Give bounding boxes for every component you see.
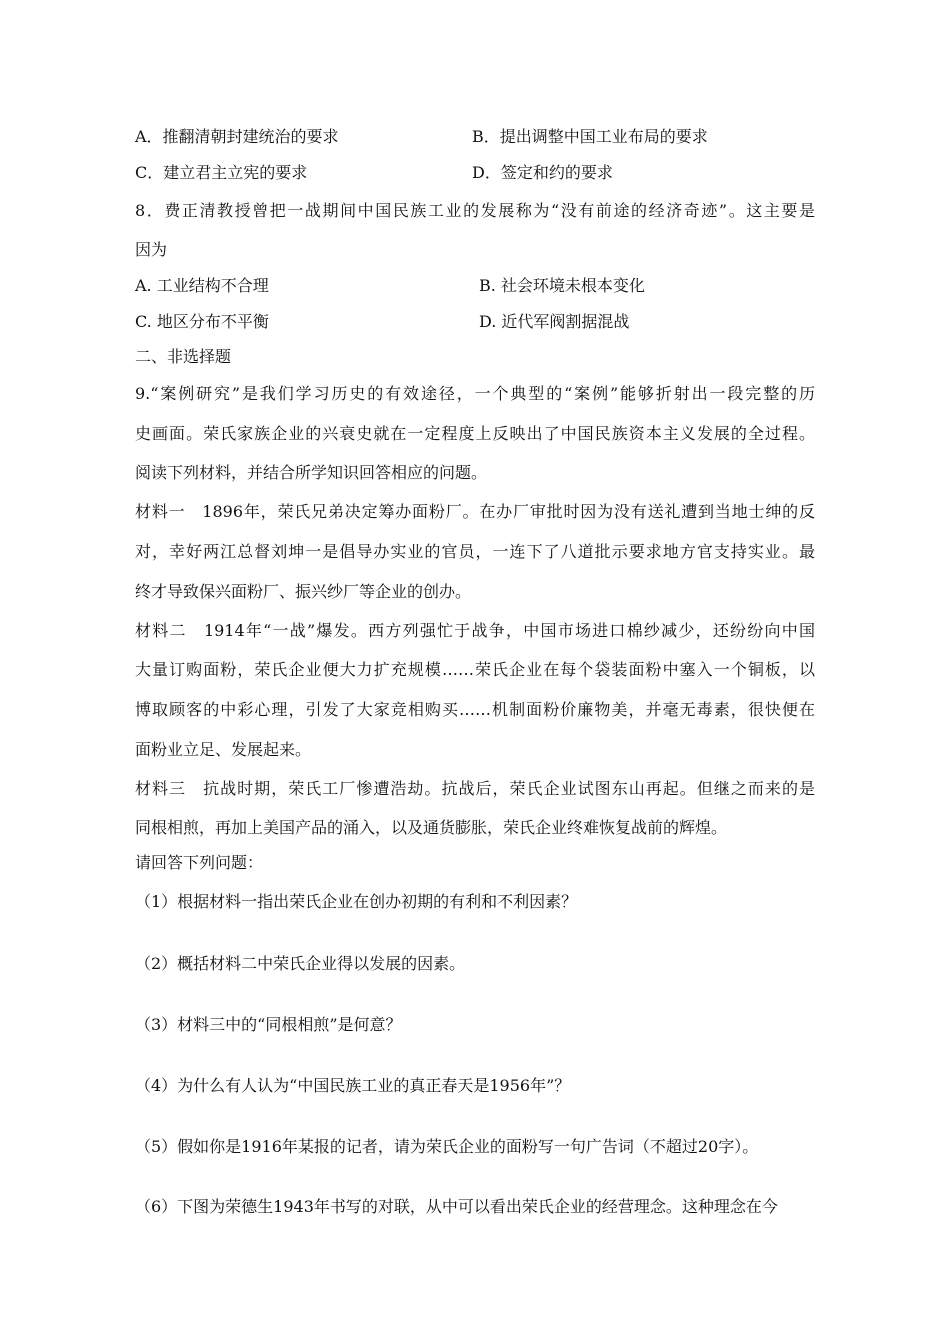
material-1-line-1: 材料一 1896年，荣氏兄弟决定筹办面粉厂。在办厂审批时因为没有送礼遭到当地士绅的反 xyxy=(135,502,815,521)
sub-question-4: （4）为什么有人认为“中国民族工业的真正春天是1956年”？ xyxy=(135,1076,571,1095)
q8-option-d: D. 近代军阀割据混战 xyxy=(479,312,630,331)
material-1-line-3: 终才导致保兴面粉厂、振兴纱厂等企业的创办。 xyxy=(135,582,472,601)
q7-option-a: A．推翻清朝封建统治的要求 xyxy=(135,127,339,146)
q8-stem-line-1: 8．费正清教授曾把一战期间中国民族工业的发展称为“没有前途的经济奇迹”。这主要是 xyxy=(135,201,815,220)
q8-option-a: A. 工业结构不合理 xyxy=(135,276,269,295)
sub-question-1: （1）根据材料一指出荣氏企业在创办初期的有利和不利因素？ xyxy=(135,892,578,911)
answer-prompt: 请回答下列问题： xyxy=(135,853,264,872)
material-3-line-1: 材料三 抗战时期，荣氏工厂惨遭浩劫。抗战后，荣氏企业试图东山再起。但继之而来的是 xyxy=(135,779,815,798)
material-2-line-1: 材料二 1914年“一战”爆发。西方列强忙于战争，中国市场进口棉纱减少，还纷纷向中国 xyxy=(135,621,815,640)
sub-question-6: （6）下图为荣德生1943年书写的对联，从中可以看出荣氏企业的经营理念。这种理念在今 xyxy=(135,1197,778,1216)
material-2-line-2: 大量订购面粉，荣氏企业便大力扩充规模……荣氏企业在每个袋装面粉中塞入一个铜板，以 xyxy=(135,660,815,679)
material-1-line-2: 对，幸好两江总督刘坤一是倡导办实业的官员，一连下了八道批示要求地方官支持实业。最 xyxy=(135,542,815,561)
q9-intro-line-1: 9.“案例研究”是我们学习历史的有效途径，一个典型的“案例”能够折射出一段完整的历 xyxy=(135,384,815,403)
q9-intro-line-2: 史画面。荣氏家族企业的兴衰史就在一定程度上反映出了中国民族资本主义发展的全过程。 xyxy=(135,424,815,443)
q8-stem-line-2: 因为 xyxy=(135,240,168,259)
q7-option-c: C．建立君主立宪的要求 xyxy=(135,163,308,182)
section-title: 二、非选择题 xyxy=(135,347,232,366)
q9-intro-line-3: 阅读下列材料，并结合所学知识回答相应的问题。 xyxy=(135,463,488,482)
material-2-line-4: 面粉业立足、发展起来。 xyxy=(135,740,312,759)
q8-option-b: B. 社会环境未根本变化 xyxy=(479,276,645,295)
sub-question-5: （5）假如你是1916年某报的记者，请为荣氏企业的面粉写一句广告词（不超过20字）。 xyxy=(135,1137,759,1156)
sub-question-2: （2）概括材料二中荣氏企业得以发展的因素。 xyxy=(135,954,466,973)
material-2-line-3: 博取顾客的中彩心理，引发了大家竞相购买……机制面粉价廉物美，并毫无毒素，很快便在 xyxy=(135,700,815,719)
material-3-line-2: 同根相煎，再加上美国产品的涌入，以及通货膨胀，荣氏企业终难恢复战前的辉煌。 xyxy=(135,818,728,837)
sub-question-3: （3）材料三中的“同根相煎”是何意？ xyxy=(135,1015,402,1034)
q7-option-b: B．提出调整中国工业布局的要求 xyxy=(472,127,708,146)
q7-option-d: D．签定和约的要求 xyxy=(472,163,613,182)
q8-option-c: C. 地区分布不平衡 xyxy=(135,312,269,331)
